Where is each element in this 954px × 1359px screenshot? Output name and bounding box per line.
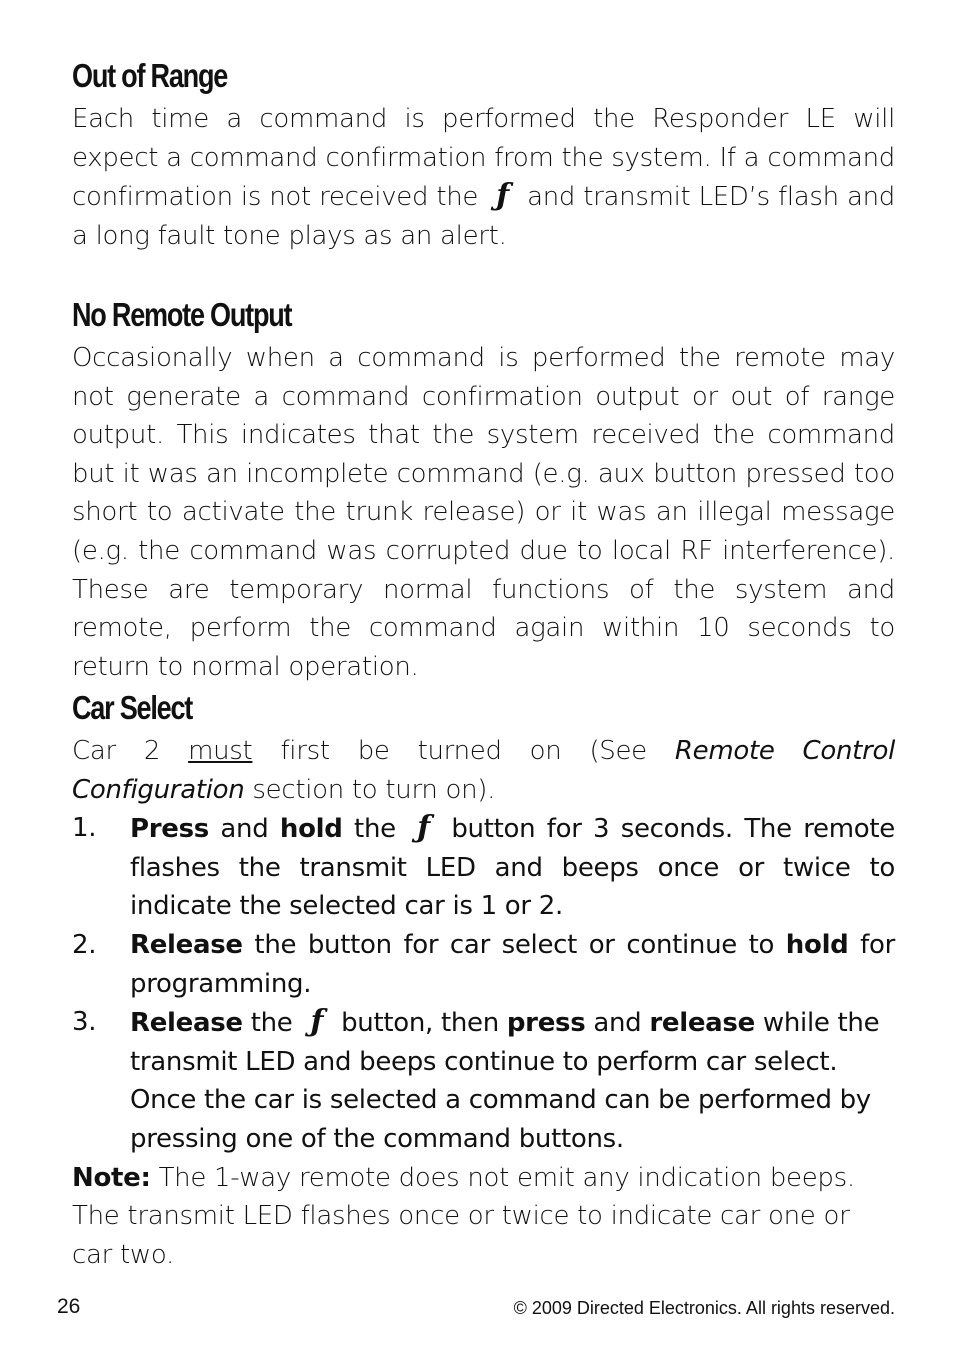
step-text: and [220,814,269,845]
heading-out-of-range: Out of Range [72,57,228,94]
step-2 [72,926,895,1003]
page-number: 26 [57,1295,81,1318]
car-select-intro [72,732,895,809]
step-text: and [593,1008,642,1039]
step-keyword: hold [279,814,343,845]
function-icon: ƒ [496,178,509,214]
section-out-of-range [72,56,895,255]
step-keyword: Press [130,814,209,845]
intro-must: must [188,736,253,766]
note-text: The 1-way remote does not emit any indication beeps. The transmit LED flashes once or twice to indicate car one or car two. [72,1162,855,1270]
step-text: the button for car select or continue to [254,929,775,960]
intro-text-c: section to turn on). [252,774,496,805]
no-remote-output-text: Occasionally when a command is performed the remote may not generate a command confirmation output or out of range output. This indicates that the system received the command but it was an incomplete command (e.g. aux button pressed too short to activate the trunk release) or it was an illegal message (e.g. the command was corrupted due to local RF interference). These are temporary normal functions of the system and remote, perform the command again within 10 seconds to return to normal operation. [72,343,895,682]
step-keyword: Release [130,1008,243,1039]
car-select-steps [72,809,895,1158]
step-text: for programming. [130,929,896,999]
step-keyword: hold [785,929,849,960]
step-text: the [354,814,396,845]
step-text: the [250,1008,293,1039]
step-number: 1. [72,813,97,844]
step-keyword: release [649,1008,755,1039]
function-icon: ƒ [310,1004,324,1040]
note-label: Note: [72,1162,151,1193]
copyright-notice: © 2009 Directed Electronics. All rights reserved. [513,1298,895,1318]
out-of-range-text [72,100,895,255]
heading-car-select: Car Select [72,689,193,726]
intro-text-b: first be turned on (See [280,736,647,766]
out-of-range-text-a: Each time a command is performed the Responder LE will expect a command confirmation from the system. If a command confirmation is not received the [72,104,895,213]
out-of-range-text-b: and transmit LED’s flash and a long fault tone plays as an alert. [72,182,896,251]
step-number: 3. [72,1007,97,1038]
intro-text-a: Car 2 [72,736,161,766]
car-select-note [72,1159,895,1275]
heading-no-remote-output: No Remote Output [72,296,292,333]
section-car-select [72,688,895,1274]
step-text: button, then [341,1008,499,1039]
step-text: button for 3 seconds. The remote flashes the transmit LED and beeps once or twice to indicate the selected car is 1 or 2. [130,814,895,922]
intro-reference: Remote Control Configuration [72,736,895,805]
step-keyword: press [506,1008,586,1039]
function-icon: ƒ [417,810,430,846]
step-1 [72,809,895,926]
step-3 [72,1003,895,1158]
step-number: 2. [72,929,97,960]
section-no-remote-output [72,295,895,686]
step-text: while the transmit LED and beeps continue to perform car select. Once the car is selected a command can be performed by pressing one of the command buttons. [130,1008,880,1154]
step-keyword: Release [130,929,243,960]
